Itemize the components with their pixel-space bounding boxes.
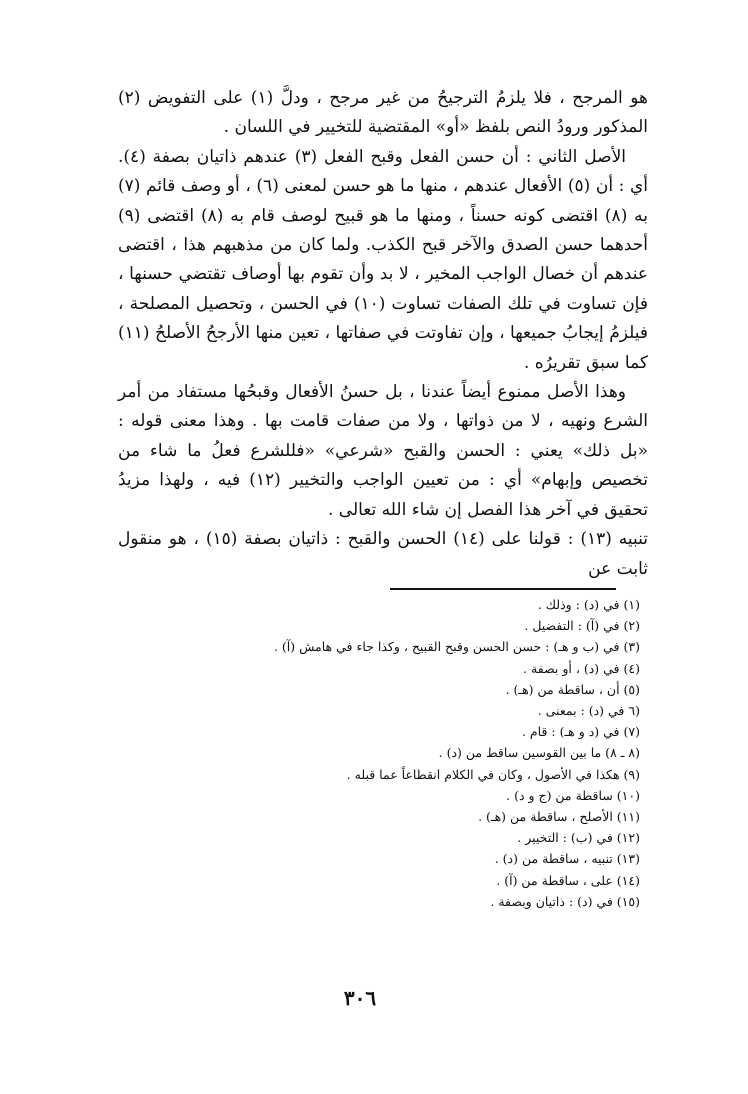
footnote-7: (٧) في (د و هـ) : قام . xyxy=(521,724,640,740)
footnote-10: (١٠) ساقطة من (ج و د) . xyxy=(506,787,640,803)
page-number: ٣٠٦ xyxy=(343,986,377,1010)
footnote-1: (١) في (د) : وذلك . xyxy=(537,597,640,612)
main-text xyxy=(118,84,648,584)
footnote-6: (٦ في (د) : بمعنى . xyxy=(537,703,640,719)
footnote-2: (٢) في (آ) : التفضيل . xyxy=(524,618,640,634)
footnote-11: (١١) الأصلح ، ساقطة من (هـ) . xyxy=(478,809,640,825)
footnote-14: (١٤) على ، ساقطة من (آ) . xyxy=(496,872,640,888)
footnote-4: (٤) في (د) ، أو بصفة . xyxy=(523,660,640,676)
footnote-9: (٩) هكذا في الأصول ، وكان في الكلام انقطاعاً عما قبله . xyxy=(346,766,640,782)
footnote-15: (١٥) في (د) : ذاتيان وبصفة . xyxy=(490,893,640,909)
footnote-12: (١٢) في (ب) : التخيير . xyxy=(517,830,640,846)
footnote-5: (٥) أن ، ساقطة من (هـ) . xyxy=(505,681,640,697)
footnote-13: (١٣) تنبيه ، ساقطة من (د) . xyxy=(494,851,640,867)
paragraph-1: هو المرجح ، فلا يلزمُ الترجيحُ من غير مرجح ، ودلَّ (١) على التفويض (٢) المذكور ورودُ النص بلفظ «أو» المقتضية للتخيير في اللسان . xyxy=(118,88,649,138)
paragraph-4: تنبيه (١٣) : قولنا على (١٤) الحسن والقبح : ذاتيان بصفة (١٥) ، هو منقول ثابت عن xyxy=(118,529,648,579)
paragraph-3: وهذا الأصل ممنوع أيضاً عندنا ، بل حسنُ الأفعال وقبحُها مستفاد من أمر الشرع ونهيه ، لا من ذواتها ، ولا من صفات قامت بها . وهذا معنى قوله : «بل ذلك» يعني : الحسن والقبح «شرعي» «فللشرع فعلُ ما شاء من تخصيص وإبهام» أي : من تعيين الواجب والتخيير (١٢) فيه ، ولهذا مزيدُ تحقيق في آخر هذا الفصل إن شاء الله تعالى . xyxy=(118,382,648,520)
paragraph-2: الأصل الثاني : أن حسن الفعل وقبح الفعل (٣) عندهم ذاتيان بصفة (٤). أي : أن (٥) الأفعال عندهم ، منها ما هو حسن لمعنى (٦) ، أو وصف قائم (٧) به (٨) اقتضى كونه حسناً ، ومنها ما هو قبيح لوصف قام به (٨) اقتضى (٩) أحدهما حسن الصدق والآخر قبح الكذب. ولما كان من مذهبهم هذا ، اقتضى عندهم أن خصال الواجب المخير ، لا بد وأن تقوم بها أوصاف تقتضي حسنها ، فإن تساوت في تلك الصفات تساوت (١٠) في الحسن ، وتحصيل المصلحة ، فيلزمُ إيجابُ جميعها ، وإن تفاوتت في صفاتها ، تعين منها الأرجحُ الأصلحُ (١١) كما سبق تقريرُه . xyxy=(118,146,649,373)
footnote-divider xyxy=(390,588,616,590)
footnotes-list xyxy=(180,594,640,912)
footnote-8: (٨ ـ ٨) ما بين القوسين ساقط من (د) . xyxy=(438,745,640,761)
footnote-3: (٣) في (ب و هـ) : حسن الحسن وقبح القبيح ، وكذا جاء في هامش (آ) . xyxy=(273,639,640,655)
